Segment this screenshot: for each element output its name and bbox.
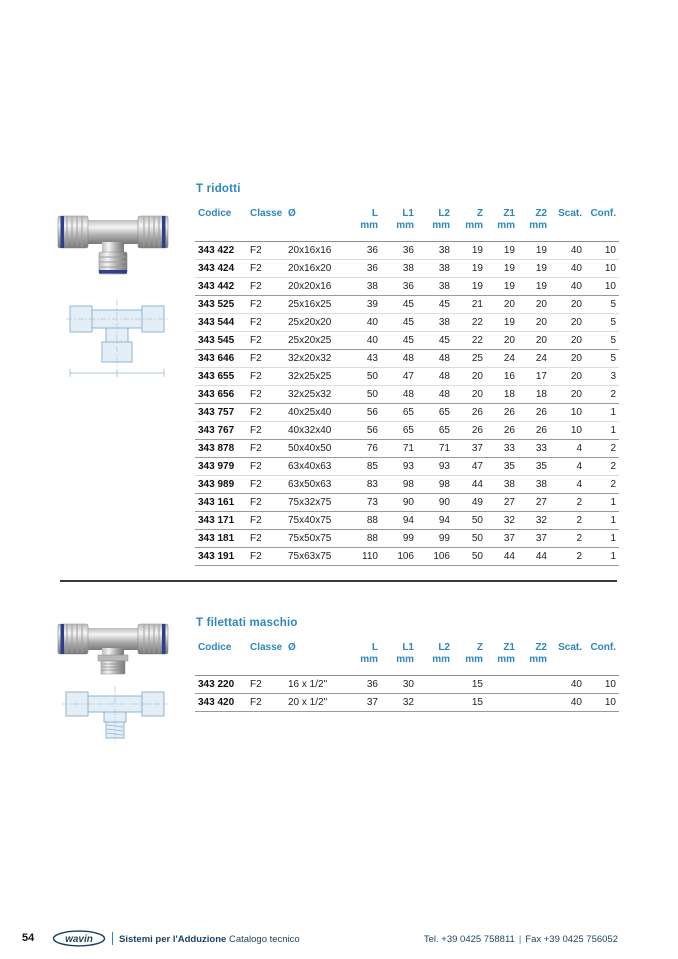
scat-cell: 40 [550, 242, 585, 260]
table-row [195, 332, 619, 350]
tee-drawing-image [66, 288, 168, 382]
t-filettati-table [195, 640, 619, 712]
scat-cell: 10 [550, 422, 585, 440]
l2-cell: 93 [417, 458, 453, 476]
column-header-scat: Scat. [550, 640, 585, 676]
classe-cell: F2 [247, 332, 285, 350]
column-header-l1: L1 mm [381, 206, 417, 242]
l-cell: 40 [347, 314, 381, 332]
classe-cell: F2 [247, 676, 285, 694]
table-row [195, 314, 619, 332]
table-row [195, 278, 619, 296]
l-cell: 43 [347, 350, 381, 368]
classe-cell: F2 [247, 440, 285, 458]
z-cell: 15 [453, 694, 486, 712]
z2-cell: 38 [518, 476, 550, 494]
wavin-logo [52, 930, 106, 950]
z1-cell: 33 [486, 440, 518, 458]
table-row [195, 386, 619, 404]
table-row [195, 350, 619, 368]
footer-fax: Fax +39 0425 756052 [525, 934, 618, 945]
l-cell: 36 [347, 676, 381, 694]
column-header-conf: Conf. [585, 640, 619, 676]
footer-contact [424, 934, 618, 945]
l-cell: 76 [347, 440, 381, 458]
page-footer [0, 926, 678, 954]
z1-cell: 18 [486, 386, 518, 404]
conf-cell: 1 [585, 548, 619, 566]
diametro-cell: 16 x 1/2" [285, 676, 347, 694]
z2-cell [518, 694, 550, 712]
press-fitting-tee-male-thread-photo [56, 610, 170, 681]
z1-cell: 16 [486, 368, 518, 386]
codice-cell: 343 646 [195, 350, 247, 368]
scat-cell: 20 [550, 386, 585, 404]
l2-cell: 38 [417, 242, 453, 260]
wavin-logo-text: wavin [65, 934, 93, 945]
table-header-row [195, 640, 619, 676]
z1-cell: 32 [486, 512, 518, 530]
scat-cell: 2 [550, 548, 585, 566]
scat-cell: 20 [550, 296, 585, 314]
codice-cell: 343 171 [195, 512, 247, 530]
classe-cell: F2 [247, 260, 285, 278]
diametro-cell: 20x16x16 [285, 242, 347, 260]
column-header-l1: L1 mm [381, 640, 417, 676]
codice-cell: 343 545 [195, 332, 247, 350]
footer-tel: Tel. +39 0425 758811 [423, 934, 515, 945]
z1-cell: 27 [486, 494, 518, 512]
l-cell: 38 [347, 278, 381, 296]
conf-cell: 10 [585, 676, 619, 694]
diametro-cell: 20 x 1/2" [285, 694, 347, 712]
z2-cell: 19 [518, 260, 550, 278]
codice-cell: 343 655 [195, 368, 247, 386]
z1-cell [486, 676, 518, 694]
l2-cell: 106 [417, 548, 453, 566]
z1-cell: 19 [486, 260, 518, 278]
codice-cell: 343 191 [195, 548, 247, 566]
codice-cell: 343 420 [195, 694, 247, 712]
t-ridotti-table [195, 206, 619, 566]
scat-cell: 40 [550, 694, 585, 712]
z2-cell: 33 [518, 440, 550, 458]
press-fitting-tee-photo [56, 196, 170, 283]
column-header-codice: Codice [195, 206, 247, 242]
classe-cell: F2 [247, 694, 285, 712]
z1-cell: 20 [486, 296, 518, 314]
z1-cell: 20 [486, 332, 518, 350]
table-row [195, 296, 619, 314]
z-cell: 19 [453, 260, 486, 278]
l2-cell: 98 [417, 476, 453, 494]
diametro-cell: 75x50x75 [285, 530, 347, 548]
tee-technical-drawing [66, 288, 168, 387]
table-row [195, 422, 619, 440]
diametro-cell: 75x32x75 [285, 494, 347, 512]
z-cell: 19 [453, 242, 486, 260]
column-header-z2: Z2 mm [518, 206, 550, 242]
scat-cell: 4 [550, 458, 585, 476]
z-cell: 44 [453, 476, 486, 494]
scat-cell: 40 [550, 278, 585, 296]
section-title-t-filettati: T filettati maschio [196, 617, 298, 629]
l2-cell: 65 [417, 422, 453, 440]
column-header-classe: Classe [247, 206, 285, 242]
z-cell: 19 [453, 278, 486, 296]
table-row [195, 548, 619, 566]
l-cell: 37 [347, 694, 381, 712]
l1-cell: 106 [381, 548, 417, 566]
table-row [195, 260, 619, 278]
z1-cell: 19 [486, 314, 518, 332]
tee-fitting-image [56, 196, 170, 278]
l-cell: 88 [347, 512, 381, 530]
conf-cell: 3 [585, 368, 619, 386]
z-cell: 20 [453, 386, 486, 404]
codice-cell: 343 979 [195, 458, 247, 476]
z-cell: 25 [453, 350, 486, 368]
scat-cell: 10 [550, 404, 585, 422]
conf-cell: 1 [585, 512, 619, 530]
l-cell: 40 [347, 332, 381, 350]
codice-cell: 343 525 [195, 296, 247, 314]
l-cell: 39 [347, 296, 381, 314]
scat-cell: 2 [550, 494, 585, 512]
z1-cell: 26 [486, 404, 518, 422]
z-cell: 20 [453, 368, 486, 386]
l1-cell: 99 [381, 530, 417, 548]
z-cell: 21 [453, 296, 486, 314]
codice-cell: 343 767 [195, 422, 247, 440]
diametro-cell: 32x25x25 [285, 368, 347, 386]
footer-divider-bar [112, 932, 113, 945]
l1-cell: 36 [381, 242, 417, 260]
z2-cell: 44 [518, 548, 550, 566]
codice-cell: 343 161 [195, 494, 247, 512]
scat-cell: 4 [550, 476, 585, 494]
classe-cell: F2 [247, 242, 285, 260]
l2-cell [417, 694, 453, 712]
diametro-cell: 50x40x50 [285, 440, 347, 458]
classe-cell: F2 [247, 278, 285, 296]
column-header-z2: Z2 mm [518, 640, 550, 676]
z2-cell: 37 [518, 530, 550, 548]
classe-cell: F2 [247, 350, 285, 368]
diametro-cell: 40x32x40 [285, 422, 347, 440]
scat-cell: 2 [550, 530, 585, 548]
l1-cell: 65 [381, 404, 417, 422]
footer-doc-title [119, 934, 300, 945]
conf-cell: 5 [585, 296, 619, 314]
z-cell: 50 [453, 512, 486, 530]
table-header-row [195, 206, 619, 242]
tee-male-thread-technical-drawing [62, 678, 168, 755]
z1-cell: 19 [486, 242, 518, 260]
page-number: 54 [22, 932, 35, 944]
l1-cell: 45 [381, 314, 417, 332]
column-header-l2: L2 mm [417, 640, 453, 676]
l1-cell: 65 [381, 422, 417, 440]
scat-cell: 40 [550, 676, 585, 694]
scat-cell: 2 [550, 512, 585, 530]
classe-cell: F2 [247, 476, 285, 494]
z-cell: 49 [453, 494, 486, 512]
z-cell: 26 [453, 404, 486, 422]
codice-cell: 343 422 [195, 242, 247, 260]
table-row [195, 440, 619, 458]
scat-cell: 20 [550, 368, 585, 386]
column-header-codice: Codice [195, 640, 247, 676]
column-header-scat: Scat. [550, 206, 585, 242]
diametro-cell: 32x25x32 [285, 386, 347, 404]
l1-cell: 30 [381, 676, 417, 694]
l1-cell: 94 [381, 512, 417, 530]
l-cell: 56 [347, 404, 381, 422]
z1-cell [486, 694, 518, 712]
l2-cell: 94 [417, 512, 453, 530]
diametro-cell: 20x20x16 [285, 278, 347, 296]
conf-cell: 10 [585, 278, 619, 296]
z2-cell: 18 [518, 386, 550, 404]
l1-cell: 71 [381, 440, 417, 458]
codice-cell: 343 544 [195, 314, 247, 332]
l1-cell: 48 [381, 386, 417, 404]
table-row [195, 458, 619, 476]
z2-cell: 19 [518, 278, 550, 296]
table-row [195, 676, 619, 694]
z2-cell: 20 [518, 296, 550, 314]
z1-cell: 37 [486, 530, 518, 548]
diametro-cell: 40x25x40 [285, 404, 347, 422]
diametro-cell: 75x40x75 [285, 512, 347, 530]
column-header-classe: Classe [247, 640, 285, 676]
codice-cell: 343 181 [195, 530, 247, 548]
classe-cell: F2 [247, 458, 285, 476]
l1-cell: 32 [381, 694, 417, 712]
conf-cell: 1 [585, 422, 619, 440]
l-cell: 83 [347, 476, 381, 494]
z2-cell: 19 [518, 242, 550, 260]
footer-series-subtitle: Catalogo tecnico [228, 934, 300, 945]
conf-cell: 5 [585, 314, 619, 332]
l-cell: 50 [347, 368, 381, 386]
section-title-t-ridotti: T ridotti [196, 183, 241, 195]
conf-cell: 1 [585, 530, 619, 548]
diametro-cell: 63x50x63 [285, 476, 347, 494]
classe-cell: F2 [247, 386, 285, 404]
scat-cell: 40 [550, 260, 585, 278]
l-cell: 73 [347, 494, 381, 512]
conf-cell: 2 [585, 440, 619, 458]
classe-cell: F2 [247, 368, 285, 386]
l-cell: 50 [347, 386, 381, 404]
z-cell: 47 [453, 458, 486, 476]
z1-cell: 38 [486, 476, 518, 494]
classe-cell: F2 [247, 530, 285, 548]
l-cell: 88 [347, 530, 381, 548]
footer-series-title: Sistemi per l'Adduzione [119, 934, 227, 945]
l2-cell: 45 [417, 296, 453, 314]
l1-cell: 38 [381, 260, 417, 278]
classe-cell: F2 [247, 296, 285, 314]
codice-cell: 343 220 [195, 676, 247, 694]
conf-cell: 5 [585, 332, 619, 350]
column-header-conf: Conf. [585, 206, 619, 242]
l-cell: 110 [347, 548, 381, 566]
classe-cell: F2 [247, 422, 285, 440]
z1-cell: 44 [486, 548, 518, 566]
z2-cell: 26 [518, 404, 550, 422]
column-header-z1: Z1 mm [486, 640, 518, 676]
z-cell: 22 [453, 314, 486, 332]
l1-cell: 45 [381, 296, 417, 314]
scat-cell: 20 [550, 332, 585, 350]
table-row [195, 476, 619, 494]
classe-cell: F2 [247, 494, 285, 512]
codice-cell: 343 656 [195, 386, 247, 404]
z2-cell [518, 676, 550, 694]
z-cell: 50 [453, 530, 486, 548]
z2-cell: 32 [518, 512, 550, 530]
diametro-cell: 75x63x75 [285, 548, 347, 566]
table-row [195, 530, 619, 548]
l2-cell: 48 [417, 350, 453, 368]
table-row [195, 694, 619, 712]
column-header-l: L mm [347, 206, 381, 242]
l1-cell: 90 [381, 494, 417, 512]
column-header-l2: L2 mm [417, 206, 453, 242]
z2-cell: 35 [518, 458, 550, 476]
classe-cell: F2 [247, 314, 285, 332]
z2-cell: 27 [518, 494, 550, 512]
codice-cell: 343 878 [195, 440, 247, 458]
l2-cell: 38 [417, 278, 453, 296]
diametro-cell: 20x16x20 [285, 260, 347, 278]
footer-contact-separator: | [518, 934, 522, 945]
l2-cell: 65 [417, 404, 453, 422]
table-row [195, 404, 619, 422]
l1-cell: 45 [381, 332, 417, 350]
table-row [195, 494, 619, 512]
codice-cell: 343 989 [195, 476, 247, 494]
l1-cell: 93 [381, 458, 417, 476]
scat-cell: 4 [550, 440, 585, 458]
column-header-z: Z mm [453, 206, 486, 242]
diametro-cell: 32x20x32 [285, 350, 347, 368]
l2-cell: 71 [417, 440, 453, 458]
column-header-diametro: Ø [285, 640, 347, 676]
z-cell: 26 [453, 422, 486, 440]
tee-male-fitting-image [56, 610, 170, 676]
conf-cell: 2 [585, 458, 619, 476]
l1-cell: 36 [381, 278, 417, 296]
z-cell: 37 [453, 440, 486, 458]
codice-cell: 343 424 [195, 260, 247, 278]
codice-cell: 343 442 [195, 278, 247, 296]
diametro-cell: 25x20x25 [285, 332, 347, 350]
classe-cell: F2 [247, 404, 285, 422]
z2-cell: 24 [518, 350, 550, 368]
z-cell: 50 [453, 548, 486, 566]
conf-cell: 1 [585, 404, 619, 422]
table-row [195, 368, 619, 386]
conf-cell: 5 [585, 350, 619, 368]
conf-cell: 2 [585, 386, 619, 404]
classe-cell: F2 [247, 512, 285, 530]
l2-cell: 99 [417, 530, 453, 548]
l-cell: 36 [347, 260, 381, 278]
z-cell: 15 [453, 676, 486, 694]
z1-cell: 24 [486, 350, 518, 368]
column-header-diametro: Ø [285, 206, 347, 242]
z-cell: 22 [453, 332, 486, 350]
table-row [195, 512, 619, 530]
conf-cell: 10 [585, 260, 619, 278]
z1-cell: 19 [486, 278, 518, 296]
column-header-z1: Z1 mm [486, 206, 518, 242]
l1-cell: 98 [381, 476, 417, 494]
l2-cell: 38 [417, 314, 453, 332]
conf-cell: 1 [585, 494, 619, 512]
z2-cell: 20 [518, 314, 550, 332]
diametro-cell: 63x40x63 [285, 458, 347, 476]
l1-cell: 47 [381, 368, 417, 386]
diametro-cell: 25x20x20 [285, 314, 347, 332]
l2-cell: 90 [417, 494, 453, 512]
diametro-cell: 25x16x25 [285, 296, 347, 314]
l2-cell: 45 [417, 332, 453, 350]
l-cell: 85 [347, 458, 381, 476]
conf-cell: 2 [585, 476, 619, 494]
z2-cell: 26 [518, 422, 550, 440]
tee-male-drawing-image [62, 678, 168, 750]
classe-cell: F2 [247, 548, 285, 566]
column-header-l: L mm [347, 640, 381, 676]
conf-cell: 10 [585, 694, 619, 712]
codice-cell: 343 757 [195, 404, 247, 422]
table-row [195, 242, 619, 260]
z2-cell: 17 [518, 368, 550, 386]
scat-cell: 20 [550, 350, 585, 368]
l-cell: 36 [347, 242, 381, 260]
l2-cell: 38 [417, 260, 453, 278]
scat-cell: 20 [550, 314, 585, 332]
z1-cell: 35 [486, 458, 518, 476]
z1-cell: 26 [486, 422, 518, 440]
z2-cell: 20 [518, 332, 550, 350]
l-cell: 56 [347, 422, 381, 440]
l1-cell: 48 [381, 350, 417, 368]
column-header-z: Z mm [453, 640, 486, 676]
conf-cell: 10 [585, 242, 619, 260]
l2-cell [417, 676, 453, 694]
section-divider [60, 580, 617, 582]
l2-cell: 48 [417, 386, 453, 404]
l2-cell: 48 [417, 368, 453, 386]
